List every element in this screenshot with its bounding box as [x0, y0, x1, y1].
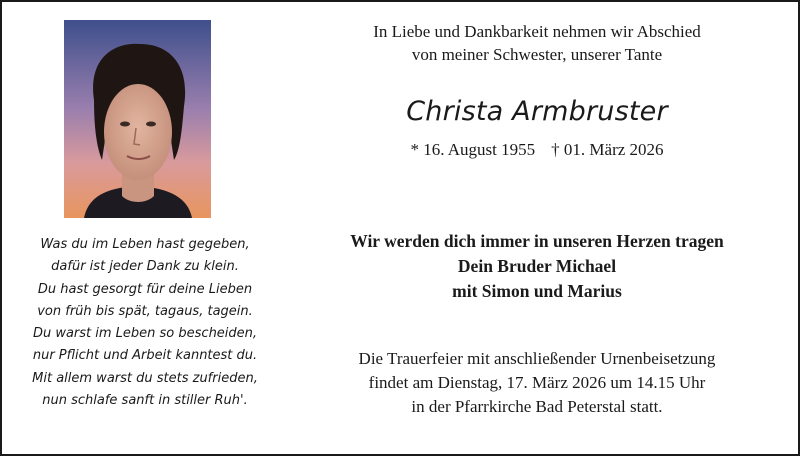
- poem-line: Was du im Leben hast gegeben,: [40, 237, 250, 252]
- mourners-line: Dein Bruder Michael: [457, 256, 617, 276]
- poem-line: Du warst im Leben so bescheiden,: [32, 326, 258, 342]
- intro-text: [292, 20, 782, 66]
- poem-line: Du hast gesorgt für deine Lieben: [37, 281, 253, 297]
- poem-line: Mit allem warst du stets zufrieden,: [32, 370, 258, 386]
- deceased-name: Christa Armbruster: [406, 96, 668, 127]
- service-line: findet am Dienstag, 17. März 2026 um 14.15 Uhr: [368, 373, 706, 392]
- mourners-line: mit Simon und Marius: [452, 281, 622, 301]
- portrait-photo: [64, 20, 211, 218]
- birth-date: * 16. August 1955: [410, 140, 536, 159]
- service-line: in der Pfarrkirche Bad Peterstal statt.: [411, 397, 663, 416]
- service-line: Die Trauerfeier mit anschließender Urnenbeisetzung: [358, 349, 716, 368]
- memorial-poem: [20, 234, 270, 412]
- mourners-block: [292, 229, 782, 304]
- intro-line: von meiner Schwester, unserer Tante: [411, 45, 663, 64]
- death-date: † 01. März 2026: [551, 140, 664, 159]
- poem-line: nun schlafe sanft in stiller Ruh'.: [42, 393, 248, 409]
- poem-line: dafür ist jeder Dank zu klein.: [51, 259, 239, 275]
- mourners-line: Wir werden dich immer in unseren Herzen tragen: [350, 231, 724, 251]
- poem-line: von früh bis spät, tagaus, tagein.: [37, 303, 253, 319]
- intro-line: In Liebe und Dankbarkeit nehmen wir Abschied: [373, 22, 701, 41]
- poem-line: nur Pflicht und Arbeit kanntest du.: [32, 348, 258, 364]
- service-info: [292, 347, 782, 419]
- life-dates: [292, 138, 782, 162]
